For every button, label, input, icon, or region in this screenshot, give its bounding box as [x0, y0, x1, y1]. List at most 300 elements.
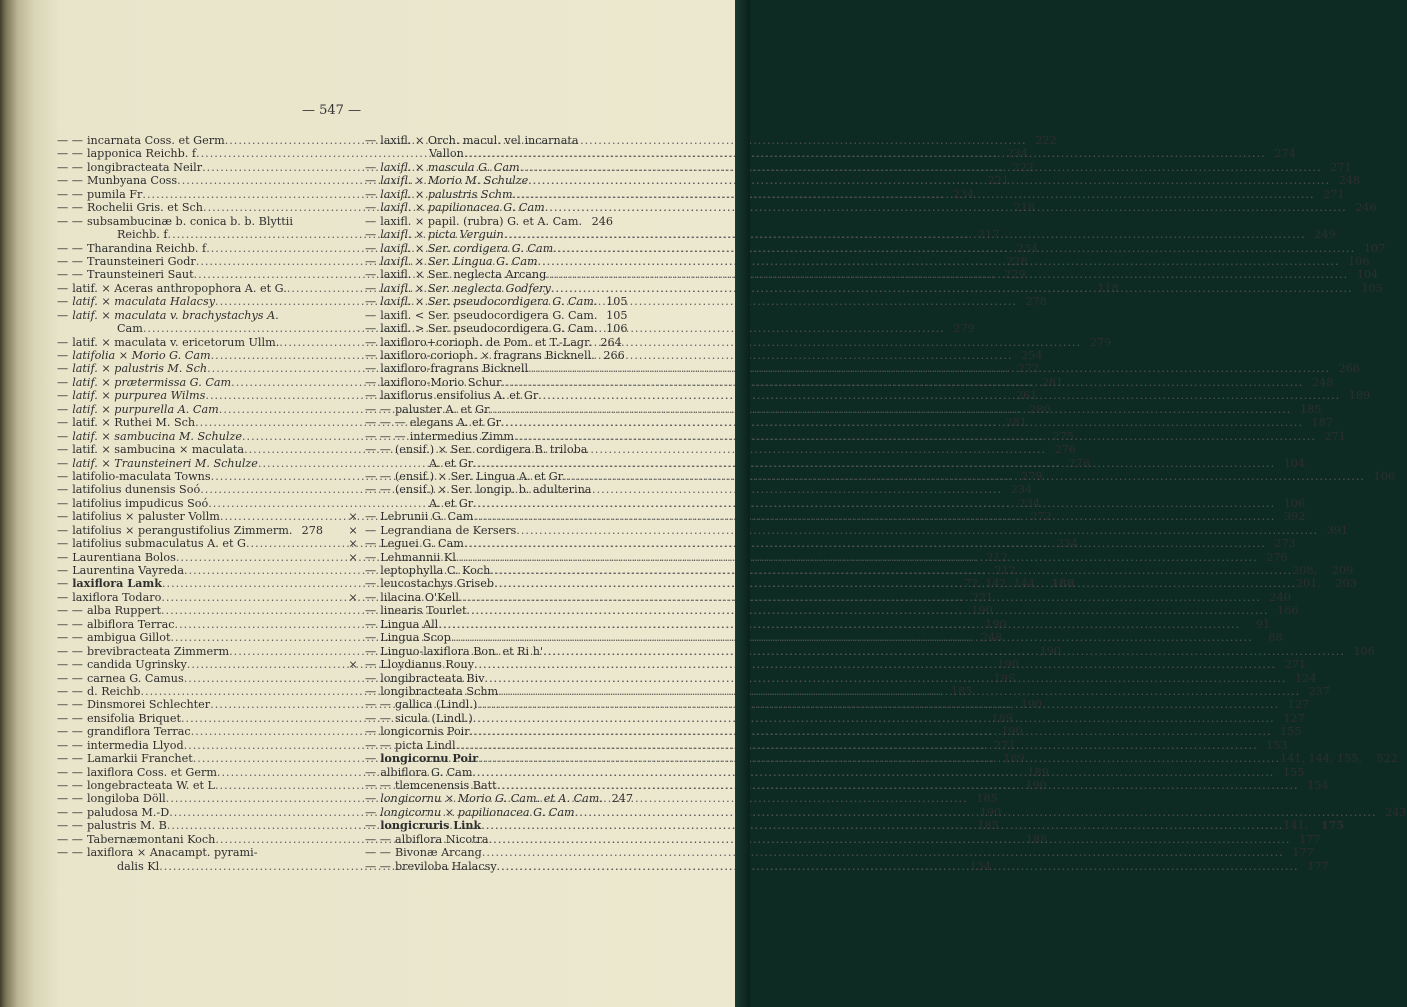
entry-name: subsambucinæ b. conica b. b. Blyttii — [86, 214, 293, 228]
entry-name: laxifl. × papilionacea G. Cam — [380, 201, 545, 215]
page-ref: 271 — [1330, 160, 1352, 174]
entry-dash: — — — [57, 698, 83, 712]
page-ref: 127 — [1287, 698, 1310, 712]
entry-dash: — — — [57, 134, 83, 147]
page-ref: 278 — [1025, 295, 1047, 309]
page-ref: 177 — [1307, 859, 1329, 873]
entry-dash: — — [57, 483, 69, 497]
page-ref: 105 — [606, 295, 628, 309]
entry-dash: — — [57, 335, 69, 349]
entry-dash: — — [365, 335, 377, 349]
page-ref: 234 — [1018, 496, 1041, 510]
page-ref: 243 — [1385, 805, 1407, 819]
page-ref: 264 — [600, 335, 622, 349]
entry-dash: — — [365, 268, 377, 282]
entry-dash: — — — [57, 174, 83, 188]
entry-dash: — — — [365, 698, 391, 712]
entry-name: Lingua Scop — [380, 631, 451, 645]
page-ref: 19S — [993, 671, 1016, 685]
entry-dash: — — [365, 537, 377, 551]
page-ref: 190 — [1020, 698, 1043, 712]
entry-name: longicornu Poir — [380, 751, 479, 766]
page-ref: 274 — [1274, 147, 1296, 161]
page-ref: 190 — [1025, 779, 1047, 792]
dot-leader — [543, 645, 1345, 658]
entry-name: longicornu × Morio G. Cam. et A. Cam. — [380, 792, 603, 806]
entry-name: longibracteata Biv — [380, 671, 485, 685]
entry-name: (ensif.) × Ser. longip. b. adulterina — [394, 483, 592, 497]
page-ref: 266 — [1338, 362, 1360, 376]
dot-leader — [473, 457, 1275, 470]
entry-name: longiloba Döll — [86, 792, 166, 806]
entry-name: gallica (Lindl.) — [394, 698, 478, 712]
entry-dash: — — [57, 523, 69, 537]
entry-dash: — — [365, 550, 377, 564]
entry-name: laxiflora Lamk — [72, 576, 162, 591]
entry-dash: — — [365, 819, 377, 833]
entry-name: carnea G. Camus — [86, 671, 184, 685]
entry-name: A. et Gr — [429, 456, 474, 470]
entry-name: ambigua Gillot — [86, 631, 171, 645]
page-ref: 248 — [980, 631, 1003, 645]
entry-dash: — — [365, 228, 377, 242]
page-ref: 272 — [1030, 510, 1052, 524]
page-ref: 106 — [1373, 469, 1395, 483]
entry-name: laxiflorus ensifolius A. et Gr — [380, 389, 539, 403]
index-entry — [55, 309, 323, 322]
entry-dash: — — [365, 308, 377, 322]
entry-name: ensifolia Briquet — [86, 711, 181, 725]
entry-dash: — — — [57, 779, 83, 792]
index-entry — [343, 483, 613, 496]
entry-dash: — — [57, 362, 69, 376]
dot-leader — [546, 268, 1348, 281]
index-entry — [343, 335, 622, 349]
page-ref: 190 — [997, 658, 1019, 672]
entry-name: Lamarkii Franchet — [86, 752, 193, 766]
dot-leader — [470, 725, 1272, 738]
entry-dash: — — — [365, 846, 391, 860]
entry-name: laxifl. × Ser. neglecta Godfery — [380, 281, 551, 295]
entry-name: Tabernæmontani Koch — [86, 832, 216, 846]
index-entry — [343, 308, 628, 322]
entry-dash: — — — [57, 832, 83, 846]
entry-name: Bivonæ Arcang — [394, 846, 482, 860]
entry-name: Traunsteineri Godr — [86, 254, 196, 268]
entry-name: Vallon — [429, 147, 464, 161]
entry-dash: — — [365, 792, 377, 806]
page-ref: 104 — [1356, 268, 1379, 282]
page-ref: 185 — [976, 792, 998, 806]
page-ref: 248 — [1312, 375, 1334, 389]
dot-leader — [514, 430, 1316, 443]
entry-name: latif. × maculata v. brachystachys A. — [72, 308, 279, 322]
entry-name: Traunsteineri Saut — [86, 268, 194, 282]
entry-dash: — — [57, 564, 69, 577]
page-ref: 272 — [1017, 362, 1039, 376]
page-ref: 278 — [301, 523, 323, 537]
entry-name: dalis Kl — [117, 859, 160, 873]
entry-dash: — — — [365, 483, 391, 497]
page-ref: 276 — [1054, 443, 1076, 457]
dot-leader — [520, 161, 1322, 174]
dot-leader — [481, 819, 1283, 832]
entry-name: incarnata Coss. et Germ — [86, 134, 225, 147]
entry-name: Rochelii Gris. et Sch — [86, 201, 204, 215]
dot-leader — [528, 362, 1330, 375]
page-ref: 273 — [1274, 537, 1296, 551]
entry-dash: — — [57, 416, 69, 430]
page-ref: 217 — [978, 228, 1000, 242]
entry-name: Legrandiana de Kersers — [380, 523, 517, 537]
entry-dash: — — [57, 510, 69, 524]
entry-name: d. Reichb — [86, 684, 141, 698]
index-entry — [55, 524, 323, 537]
entry-name: latifolius × paluster Vollm — [72, 510, 220, 524]
page-ref: 234 — [1010, 483, 1033, 497]
entry-pages: 141, — [1283, 819, 1309, 833]
entry-name: latifolius submaculatus A. et G — [72, 537, 246, 551]
entry-dash: — — — — [365, 416, 406, 430]
index-entry — [343, 443, 613, 456]
page-ref: 153 — [1266, 738, 1288, 752]
entry-dash: — — [365, 725, 377, 739]
entry-dash: — — — [57, 631, 83, 645]
entry-name: Munbyana Coss — [86, 174, 178, 188]
page-ref: 246 — [1355, 201, 1377, 215]
page-ref: 185 — [951, 684, 973, 698]
entry-dash: — — [365, 174, 377, 188]
entry-dash: — — — [57, 671, 83, 685]
page-ref: 218 — [1013, 201, 1035, 215]
dot-leader — [497, 860, 1299, 873]
entry-name: Tharandina Reichb. f — [86, 241, 207, 255]
entry-dash: — — — [57, 819, 83, 833]
entry-pages: 208, — [1292, 564, 1318, 577]
dot-leader — [489, 403, 1291, 416]
entry-name: albiflora Nicotra — [394, 832, 489, 846]
page-ref: 222 — [1012, 160, 1034, 174]
entry-dash: — — [365, 631, 377, 645]
page-ref: 276 — [1266, 550, 1288, 564]
page-ref: 522 — [1376, 752, 1398, 766]
entry-name: laxiflora Coss. et Germ — [86, 765, 217, 779]
entry-dash: — — — [57, 725, 83, 739]
entry-dash: — — [365, 644, 377, 658]
page-ref: 271 — [1324, 429, 1346, 443]
entry-dash: — — — [365, 711, 391, 725]
page-ref: 228 — [1006, 254, 1028, 268]
page-ref: 190 — [985, 617, 1007, 631]
page-ref: 127 — [1283, 711, 1305, 725]
page-number: — 547 — — [302, 103, 362, 118]
page-ref: 209 — [1331, 564, 1354, 577]
page-ref: 271 — [994, 738, 1016, 752]
entry-dash: — — [57, 469, 69, 483]
entry-name: intermedius Zimm — [409, 429, 514, 443]
page-ref: 203 — [1335, 577, 1357, 591]
page-ref: 247 — [611, 792, 633, 806]
entry-name: laxifl. < Ser. pseudocordigera G. Cam. — [380, 308, 598, 322]
entry-dash: — — — [57, 684, 83, 698]
entry-name: laxifl. × Orch. macul. vel incarnata — [380, 134, 579, 147]
entry-dash: — — [365, 160, 377, 174]
page-ref: 190 — [1001, 725, 1023, 739]
entry-dash: — — [365, 187, 377, 201]
entry-dash: — — — [365, 859, 391, 873]
entry-name: laxifl. × Morio M. Schulze — [380, 174, 529, 188]
entry-name: laxifl. × picta Verguin — [380, 228, 504, 242]
page-ref: 279 — [953, 322, 975, 336]
page-ref: 234 — [952, 187, 975, 201]
entry-name: laxifloro-fragrans Bicknell — [380, 362, 529, 376]
entry-name: grandiflora Terrac — [86, 725, 191, 739]
entry-dash: — — — [57, 658, 83, 672]
entry-dash: — — — [57, 711, 83, 725]
entry-dash: — — — [57, 765, 83, 779]
dot-leader — [498, 685, 1300, 698]
page-ref: 212 — [986, 550, 1008, 564]
entry-name: laxifl. × mascula G. Cam — [380, 160, 520, 174]
entry-name: latifolius × perangustifolius Zimmerm. — [72, 523, 293, 537]
entry-name: Lebrunii G. Cam — [380, 510, 474, 524]
hybrid-mark: × — [348, 658, 358, 672]
entry-name: laxifl. × Ser. cordigera G. Cam — [380, 241, 554, 255]
dot-leader — [467, 604, 1269, 617]
page-ref: 391 — [1326, 523, 1349, 537]
entry-name: tlemcenensis Batt — [394, 779, 497, 792]
page-ref: 271 — [1323, 187, 1345, 201]
dot-leader — [563, 470, 1365, 483]
entry-dash: — — — [365, 443, 391, 457]
entry-dash: — — [57, 429, 69, 443]
entry-dash: — — — [365, 779, 391, 792]
dot-leader — [456, 739, 1258, 752]
entry-name: A. et Gr — [429, 496, 474, 510]
dot-leader — [459, 591, 1261, 604]
entry-name: intermedia Llyod — [86, 738, 184, 752]
hybrid-mark: × — [348, 537, 358, 551]
dot-leader — [464, 537, 1266, 550]
page-ref: 249 — [1314, 228, 1336, 242]
entry-dash: — — — [57, 187, 83, 201]
page-ref: 134 — [969, 859, 992, 873]
dot-leader — [473, 712, 1275, 725]
entry-name: latif. × palustris M. Sch — [72, 362, 208, 376]
page-ref: 106 — [1283, 496, 1306, 510]
page-ref: 221 — [987, 174, 1010, 188]
entry-dash: — — [57, 389, 69, 403]
dot-leader — [490, 564, 1292, 577]
entry-name: paludosa M.-D — [86, 805, 170, 819]
dot-leader — [473, 497, 1275, 510]
entry-name: latifolius dunensis Soó — [72, 483, 201, 497]
page-ref: 91 — [1255, 617, 1271, 631]
entry-name: leptophylla C. Koch — [380, 564, 491, 577]
dot-leader — [528, 174, 1330, 187]
index-entry — [343, 349, 625, 362]
page-ref: 229 — [1004, 268, 1026, 282]
page-ref: 275 — [1052, 429, 1074, 443]
entry-name: Lehmannii Kl — [380, 550, 456, 564]
entry-dash: — — — [57, 792, 83, 806]
entry-dash: — — — [365, 832, 391, 846]
index-entry — [55, 846, 323, 859]
entry-name: latif. × Ruthei M. Sch — [72, 416, 196, 430]
entry-name: latif. × sambucina × maculata — [72, 443, 245, 457]
entry-name: laxifloro-corioph. × fragrans Bicknell. — [380, 349, 595, 362]
entry-dash: — — — [57, 147, 83, 161]
page-ref: 105 — [606, 308, 628, 322]
page-ref: 279 — [1089, 335, 1112, 349]
entry-name: latifolius impudicus Soó — [72, 496, 209, 510]
entry-dash: — — — [365, 469, 391, 483]
dot-leader — [538, 389, 1340, 402]
entry-dash: — — — [57, 752, 83, 766]
entry-dash: — — — [365, 738, 391, 752]
entry-dash: — — [365, 805, 377, 819]
entry-dash: — — [57, 496, 69, 510]
page-ref: 189 — [1027, 765, 1049, 779]
entry-dash: — — [365, 671, 377, 685]
page-ref: 248 — [1338, 174, 1361, 188]
entry-pages: 72, 142, 144, — [963, 577, 1039, 591]
entry-dash: — — [365, 564, 377, 577]
entry-dash: — — [57, 590, 69, 604]
entry-name: candida Ugrinsky — [86, 658, 187, 672]
entry-name: breviloba Halacsy — [394, 859, 497, 873]
page-ref: 118 — [1097, 281, 1119, 295]
index-entry — [343, 134, 613, 147]
entry-name: laxifloro-Morio Schur — [380, 375, 502, 389]
entry-name: Leguei G. Cam — [380, 537, 464, 551]
entry-dash: — — — [57, 617, 83, 631]
hybrid-mark: × — [348, 550, 358, 564]
entry-name: linearis Tourlet — [380, 604, 467, 618]
entry-dash: — — — [57, 160, 83, 174]
entry-dash: — — [365, 590, 377, 604]
entry-name: longibracteata Neilr — [86, 160, 203, 174]
page-ref: 177 — [1299, 832, 1321, 846]
page-ref: 106 — [1353, 644, 1375, 658]
entry-name: Laurentina Vayreda — [72, 564, 185, 577]
page-ref: 104 — [1283, 456, 1306, 470]
page-ref: 187 — [1311, 416, 1333, 430]
entry-dash: — — [365, 684, 377, 698]
entry-name: latif. × prætermissa G. Cam — [72, 375, 232, 389]
entry-name: longicruris Link — [380, 818, 482, 833]
entry-dash: — — [365, 658, 377, 672]
dot-leader — [473, 510, 1275, 523]
dot-leader — [501, 416, 1303, 429]
entry-name: sicula (Lindl.) — [394, 711, 473, 725]
entry-dash: — — — [57, 254, 83, 268]
entry-dash: — — [365, 765, 377, 779]
page-ref: 237 — [1308, 684, 1331, 698]
index-entry — [343, 523, 1349, 537]
dot-leader — [551, 282, 1353, 295]
dot-leader — [553, 242, 1355, 255]
entry-dash: — — [365, 523, 377, 537]
page-ref: 185 — [1300, 402, 1322, 416]
index-entry — [343, 295, 628, 309]
entry-dash: — — [365, 241, 377, 255]
dot-leader — [464, 147, 1266, 160]
page-ref: 166 — [1277, 604, 1299, 618]
page-ref: 185 — [977, 819, 999, 833]
entry-name: latif. × purpurea Wilms — [72, 389, 206, 403]
page-ref: 266 — [603, 349, 625, 362]
entry-dash: — — — [57, 644, 83, 658]
dot-leader — [478, 752, 1280, 765]
entry-dash: — — [365, 577, 377, 591]
page-ref: 246 — [591, 214, 613, 228]
entry-name: laxifl. × Ser. Lingua G. Cam — [380, 254, 538, 268]
entry-dash: — — [57, 295, 69, 309]
entry-dash: — — [57, 456, 69, 470]
entry-name: lilacina O'Kell — [380, 590, 459, 604]
dot-leader — [485, 672, 1287, 685]
page-ref: 234 — [1006, 147, 1028, 161]
entry-dash: — — — [57, 738, 83, 752]
page-ref: 124 — [1295, 671, 1317, 685]
index-entry — [343, 792, 633, 806]
page-ref: 190 — [979, 805, 1002, 819]
entry-name: Laurentiana Bolos — [72, 550, 176, 564]
dot-leader — [456, 551, 1258, 564]
entry-name: elegans A. et Gr — [409, 416, 501, 430]
page-ref: 106 — [606, 322, 628, 336]
dot-leader — [501, 376, 1303, 389]
entry-name: laxifloro+corioph. de Pom. et T.-Lagr. — [380, 335, 592, 349]
page-ref: 240 — [1269, 590, 1291, 604]
page-ref: 175 — [1320, 818, 1345, 833]
page-ref: 279 — [1021, 469, 1043, 483]
hybrid-mark: × — [348, 523, 358, 537]
entry-name: Lloydianus Rouy — [380, 658, 475, 672]
entry-dash: — — [365, 134, 377, 147]
hybrid-mark: × — [348, 510, 358, 524]
entry-dash: — — [57, 537, 69, 551]
dot-leader — [497, 779, 1299, 792]
hybrid-mark: × — [348, 590, 358, 604]
dot-leader — [438, 618, 1240, 631]
entry-dash: — — — [57, 604, 83, 618]
entry-dash: — — [365, 510, 377, 524]
entry-name: latifolio-maculata Towns — [72, 469, 211, 483]
entry-dash: — — [365, 295, 377, 309]
page-ref: 222 — [1035, 134, 1057, 147]
entry-dash: — — [365, 604, 377, 618]
page-ref: 281 — [1005, 416, 1027, 430]
entry-name: laxifl. × palustris Schm — [380, 187, 513, 201]
index-entry — [343, 215, 613, 228]
dot-leader — [575, 806, 1377, 819]
page-ref: 188 — [1051, 576, 1075, 591]
dot-leader — [482, 846, 1284, 859]
book-binding — [735, 0, 750, 1007]
dot-leader — [545, 201, 1347, 214]
page-ref: 106 — [1348, 254, 1370, 268]
page-ref: 234 — [1016, 241, 1039, 255]
entry-name: longicornu × papilionacea G. Cam — [380, 805, 575, 819]
entry-dash: — — — [57, 805, 83, 819]
entry-dash: — — [365, 389, 377, 403]
entry-dash: — — — — [365, 429, 406, 443]
page-ref: 177 — [1292, 846, 1314, 860]
entry-dash: — — [365, 322, 377, 336]
entry-dash: — — [365, 214, 377, 228]
